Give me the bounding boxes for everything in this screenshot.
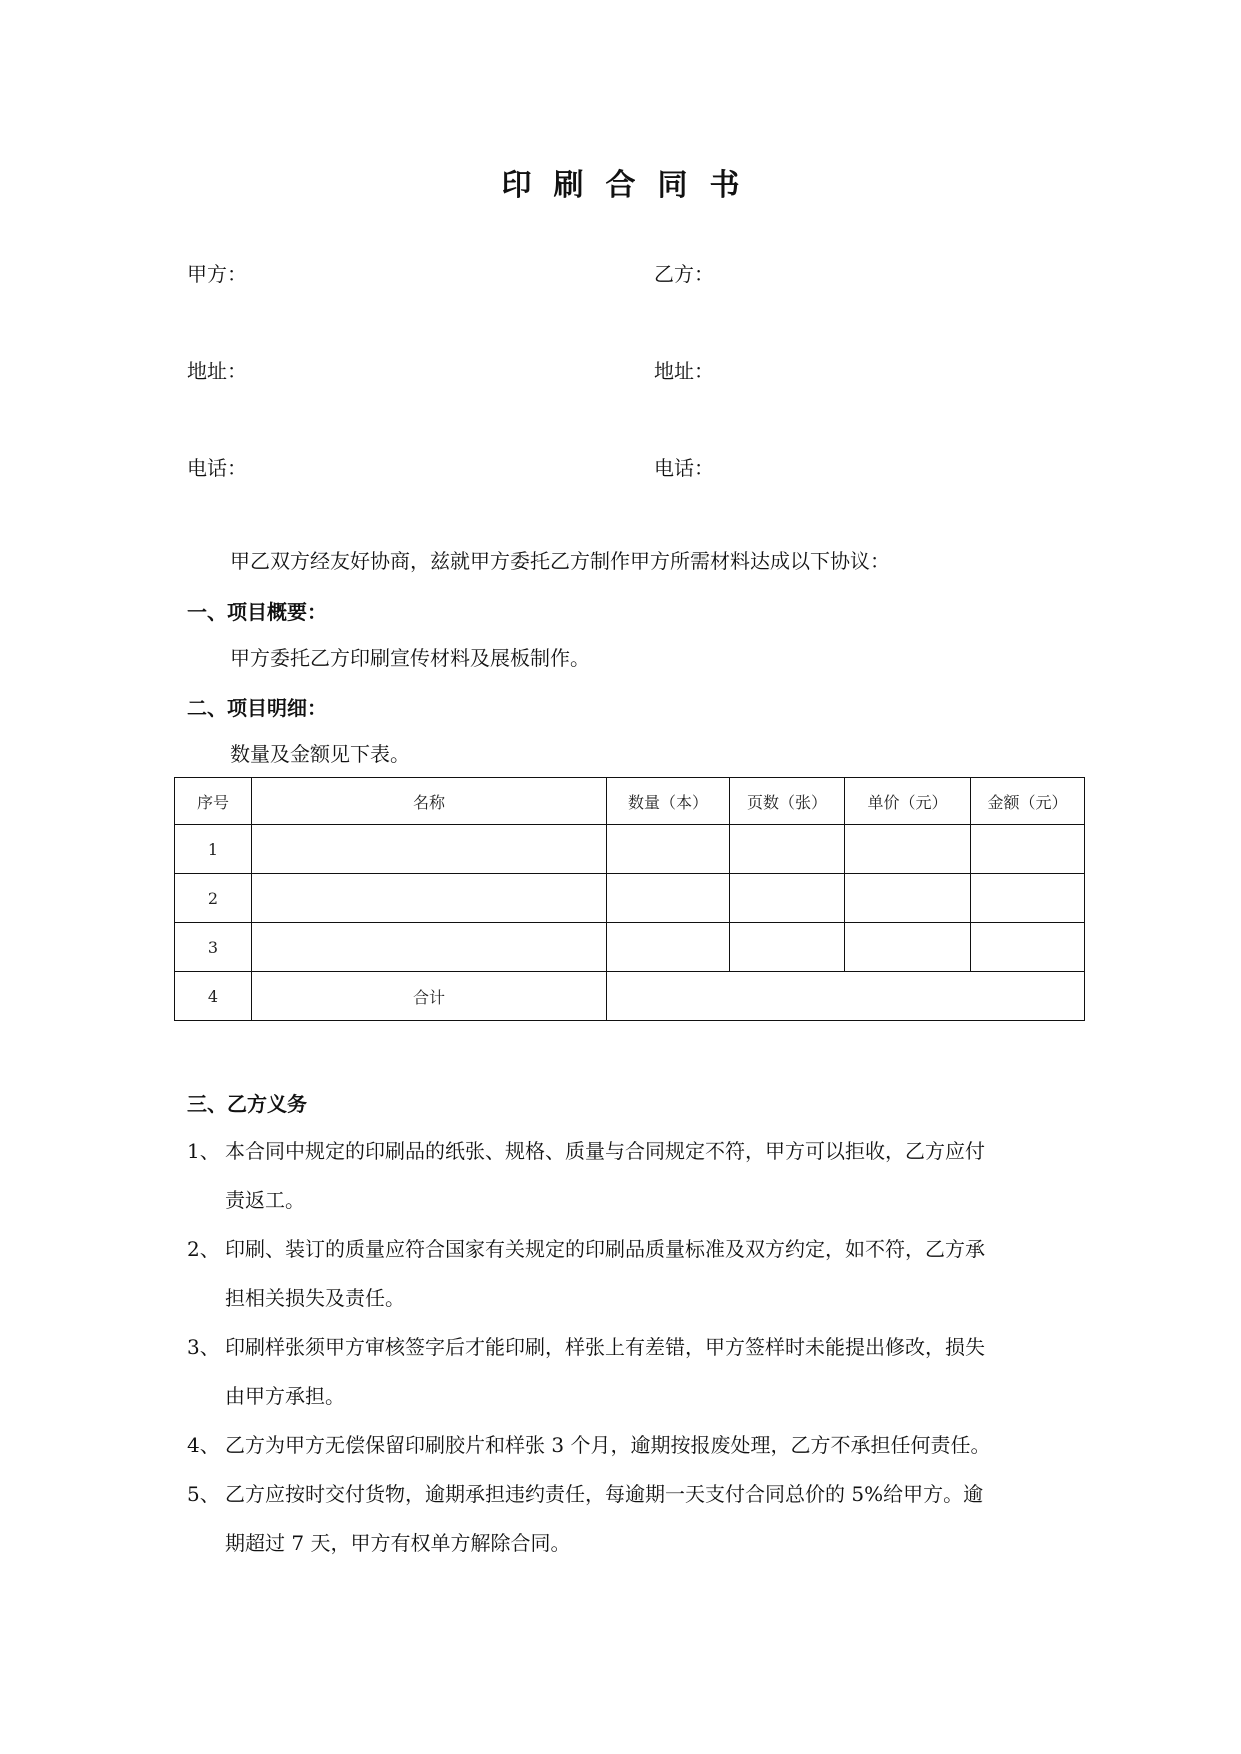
unit-price-cell — [845, 825, 971, 874]
clause-text: 本合同中规定的印刷品的纸张、规格、质量与合同规定不符，甲方可以拒收，乙方应付 — [225, 1139, 985, 1163]
phone-a-label: 电话： — [187, 456, 247, 480]
pages-cell — [730, 874, 845, 923]
clause-2 — [187, 1225, 1087, 1323]
amount-cell — [971, 923, 1085, 972]
column-header-name: 名称 — [252, 778, 607, 825]
clause-text: 乙方应按时交付货物，逾期承担违约责任，每逾期一天支付合同总价的 5%给甲方。逾 — [225, 1482, 984, 1506]
party-b-label: 乙方： — [654, 262, 714, 286]
clause-number: 3、 — [187, 1335, 220, 1359]
pages-cell — [730, 923, 845, 972]
row-number: 1 — [175, 825, 252, 874]
clause-number: 4、 — [187, 1433, 220, 1457]
total-amount-cell — [607, 972, 1085, 1021]
clause-1 — [187, 1127, 1087, 1225]
table-row — [175, 825, 1085, 874]
phone-b-label: 电话： — [654, 456, 714, 480]
unit-price-cell — [845, 923, 971, 972]
intro-paragraph: 甲乙双方经友好协商，兹就甲方委托乙方制作甲方所需材料达成以下协议： — [230, 549, 890, 573]
item-name-cell — [252, 874, 607, 923]
clause-number: 1、 — [187, 1139, 220, 1163]
clause-text-continued: 由甲方承担。 — [225, 1384, 345, 1408]
item-name-cell — [252, 825, 607, 874]
table-row — [175, 874, 1085, 923]
column-header-pages: 页数（张） — [730, 778, 845, 825]
items-table — [174, 777, 1085, 1021]
clause-number: 5、 — [187, 1482, 220, 1506]
row-number: 2 — [175, 874, 252, 923]
section2-heading: 二、项目明细： — [187, 696, 327, 720]
clause-5 — [187, 1470, 1087, 1568]
quantity-cell — [607, 825, 730, 874]
row-number: 3 — [175, 923, 252, 972]
column-header-amount: 金额（元） — [971, 778, 1085, 825]
table-row — [175, 923, 1085, 972]
party-a-label: 甲方： — [187, 262, 247, 286]
amount-cell — [971, 874, 1085, 923]
column-header-quantity: 数量（本） — [607, 778, 730, 825]
clause-text-continued: 责返工。 — [225, 1188, 305, 1212]
address-b-label: 地址： — [654, 359, 714, 383]
document-title: 印刷合同书 — [501, 168, 762, 203]
section1-text: 甲方委托乙方印刷宣传材料及展板制作。 — [230, 646, 590, 670]
clause-text: 印刷样张须甲方审核签字后才能印刷，样张上有差错，甲方签样时未能提出修改，损失 — [225, 1335, 985, 1359]
clause-number: 2、 — [187, 1237, 220, 1261]
pages-cell — [730, 825, 845, 874]
clause-3 — [187, 1323, 1087, 1421]
item-name-cell — [252, 923, 607, 972]
amount-cell — [971, 825, 1085, 874]
quantity-cell — [607, 874, 730, 923]
section2-text: 数量及金额见下表。 — [230, 742, 410, 766]
row-number: 4 — [175, 972, 252, 1021]
column-header-number: 序号 — [175, 778, 252, 825]
table-header-row — [175, 778, 1085, 825]
clause-text-continued: 担相关损失及责任。 — [225, 1286, 405, 1310]
unit-price-cell — [845, 874, 971, 923]
clause-text-continued: 期超过 7 天，甲方有权单方解除合同。 — [225, 1531, 571, 1555]
clause-text: 印刷、装订的质量应符合国家有关规定的印刷品质量标准及双方约定，如不符，乙方承 — [225, 1237, 985, 1261]
clause-4 — [187, 1421, 1087, 1470]
clause-text: 乙方为甲方无偿保留印刷胶片和样张 3 个月，逾期按报废处理，乙方不承担任何责任。 — [225, 1433, 991, 1457]
address-a-label: 地址： — [187, 359, 247, 383]
total-label: 合计 — [252, 972, 607, 1021]
column-header-unit-price: 单价（元） — [845, 778, 971, 825]
quantity-cell — [607, 923, 730, 972]
table-total-row — [175, 972, 1085, 1021]
section3-heading: 三、乙方义务 — [187, 1092, 307, 1116]
section1-heading: 一、项目概要： — [187, 600, 327, 624]
